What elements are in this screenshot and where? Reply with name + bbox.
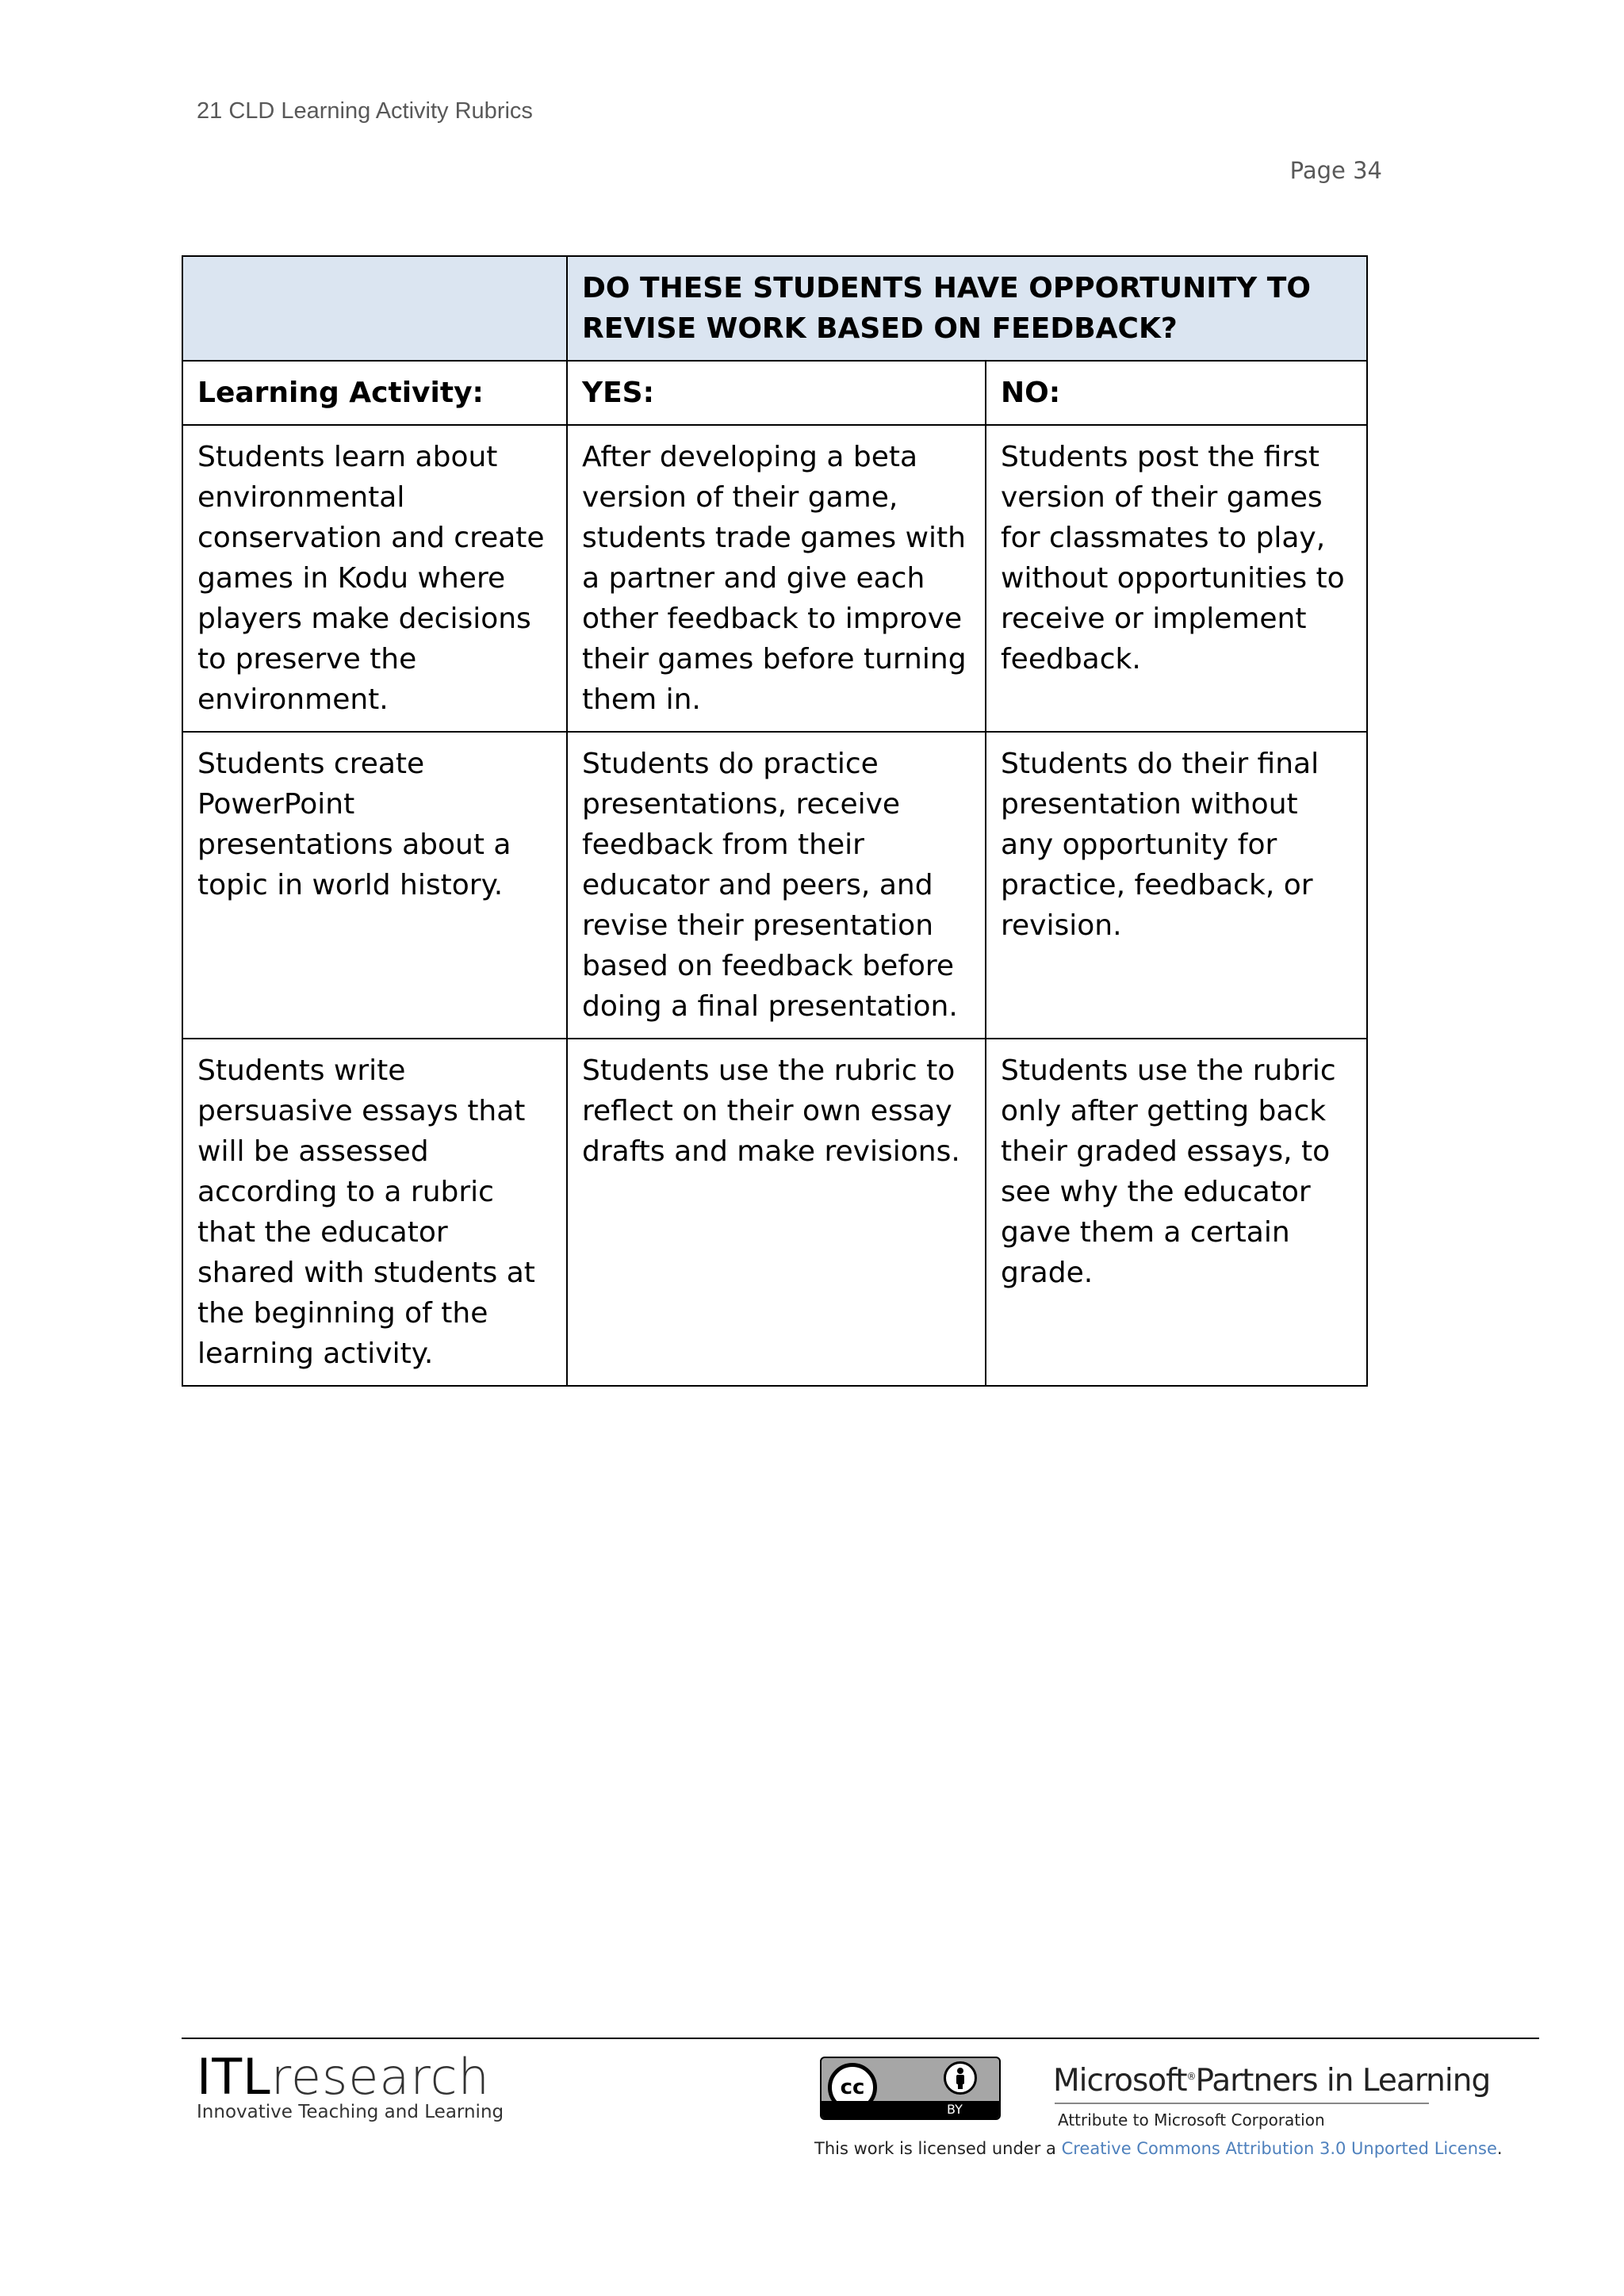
question-blank-cell <box>182 256 567 361</box>
col-header-yes: YES: <box>567 361 986 425</box>
col-header-activity: Learning Activity: <box>182 361 567 425</box>
yes-cell: Students use the rubric to reflect on their own essay drafts and make revisions. <box>567 1039 986 1386</box>
question-row <box>182 256 1367 361</box>
running-title: 21 CLD Learning Activity Rubrics <box>197 98 533 124</box>
table-row <box>182 732 1367 1039</box>
activity-cell: Students create PowerPoint presentations about a topic in world history. <box>182 732 567 1039</box>
col-header-no: NO: <box>986 361 1367 425</box>
license-notice <box>814 2139 1503 2158</box>
itl-wordmark-strong: ITL <box>197 2048 271 2106</box>
no-cell: Students do their final presentation without any opportunity for practice, feedback, or revision. <box>986 732 1367 1039</box>
creative-commons-badge <box>820 2057 1001 2120</box>
rubric-table <box>182 255 1368 1387</box>
no-cell: Students use the rubric only after getting back their graded essays, to see why the educator gave them a certain grade. <box>986 1039 1367 1386</box>
ms-trademark-mark: ® <box>1186 2071 1196 2082</box>
itl-tagline: Innovative Teaching and Learning <box>197 2102 504 2122</box>
ms-logo-underline <box>1055 2103 1429 2104</box>
table-row <box>182 1039 1367 1386</box>
license-prefix: This work is licensed under a <box>814 2139 1062 2158</box>
itl-wordmark-light: research <box>270 2048 490 2106</box>
column-header-row <box>182 361 1367 425</box>
ms-attribution: Attribute to Microsoft Corporation <box>1058 2110 1325 2130</box>
ms-logo-word: Microsoft <box>1053 2063 1187 2099</box>
attribution-person-icon <box>944 2061 977 2095</box>
yes-cell: After developing a beta version of their game, students trade games with a partner and give each other feedback to improve their games before turning them in. <box>567 425 986 732</box>
itl-research-logo <box>197 2049 504 2122</box>
license-link[interactable]: Creative Commons Attribution 3.0 Unported License <box>1061 2139 1497 2158</box>
page-number: Page 34 <box>1289 157 1382 184</box>
table-row <box>182 425 1367 732</box>
activity-cell: Students learn about environmental conservation and create games in Kodu where players make decisions to preserve the environment. <box>182 425 567 732</box>
cc-icon: cc <box>828 2063 877 2112</box>
license-suffix: . <box>1496 2139 1503 2158</box>
activity-cell: Students write persuasive essays that will be assessed according to a rubric that the educator shared with students at the beginning of the learning activity. <box>182 1039 567 1386</box>
cc-by-label: BY <box>947 2102 963 2117</box>
no-cell: Students post the first version of their games for classmates to play, without opportunities to receive or implement feedback. <box>986 425 1367 732</box>
itl-wordmark <box>197 2049 504 2105</box>
ms-logo-rest: Partners in Learning <box>1195 2063 1491 2099</box>
cc-badge-strip <box>822 2101 999 2118</box>
table-question: DO THESE STUDENTS HAVE OPPORTUNITY TO REVISE WORK BASED ON FEEDBACK? <box>567 256 1367 361</box>
footer-divider <box>182 2038 1539 2039</box>
microsoft-partners-logo <box>1053 2063 1490 2099</box>
yes-cell: Students do practice presentations, receive feedback from their educator and peers, and revise their presentation based on feedback before doing a final presentation. <box>567 732 986 1039</box>
